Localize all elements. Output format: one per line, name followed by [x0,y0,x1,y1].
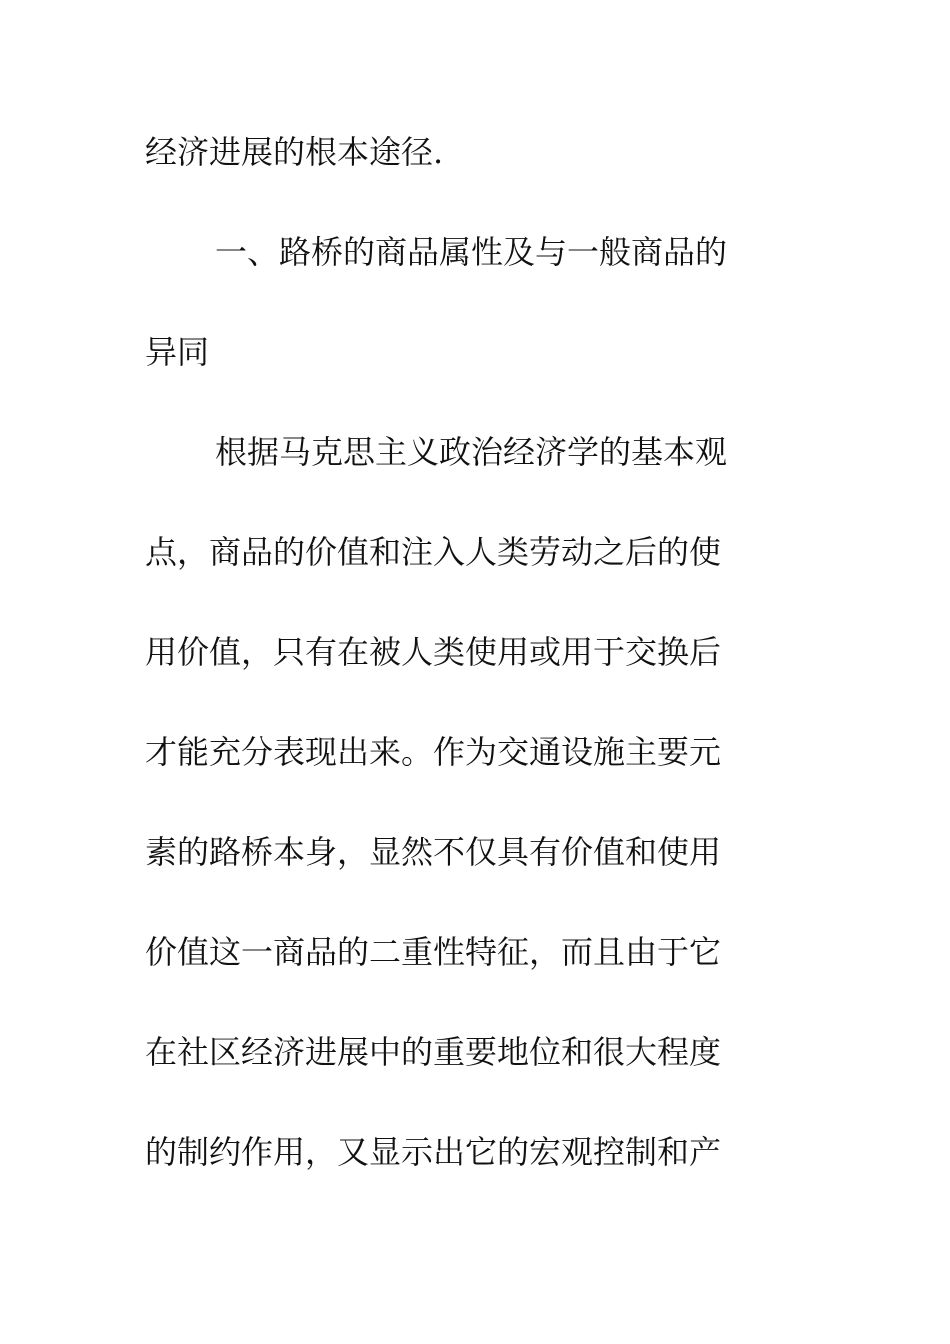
paragraph-line-7: 在社区经济进展中的重要地位和很大程度 [145,1033,722,1071]
text-line-1: 经济进展的根本途径. [145,133,444,171]
paragraph-line-1: 根据马克思主义政治经济学的基本观 [215,433,728,471]
section-heading-line-2: 异同 [145,333,210,371]
paragraph-line-2: 点，商品的价值和注入人类劳动之后的使 [145,533,722,571]
paragraph-line-3: 用价值，只有在被人类使用或用于交换后 [145,633,722,671]
paragraph-line-5: 素的路桥本身，显然不仅具有价值和使用 [145,833,722,871]
paragraph-line-6: 价值这一商品的二重性特征，而且由于它 [145,933,722,971]
paragraph-line-8: 的制约作用，又显示出它的宏观控制和产 [145,1133,722,1171]
paragraph-line-4: 才能充分表现出来。作为交通设施主要元 [145,733,722,771]
section-heading-line-1: 一、路桥的商品属性及与一般商品的 [215,233,728,271]
